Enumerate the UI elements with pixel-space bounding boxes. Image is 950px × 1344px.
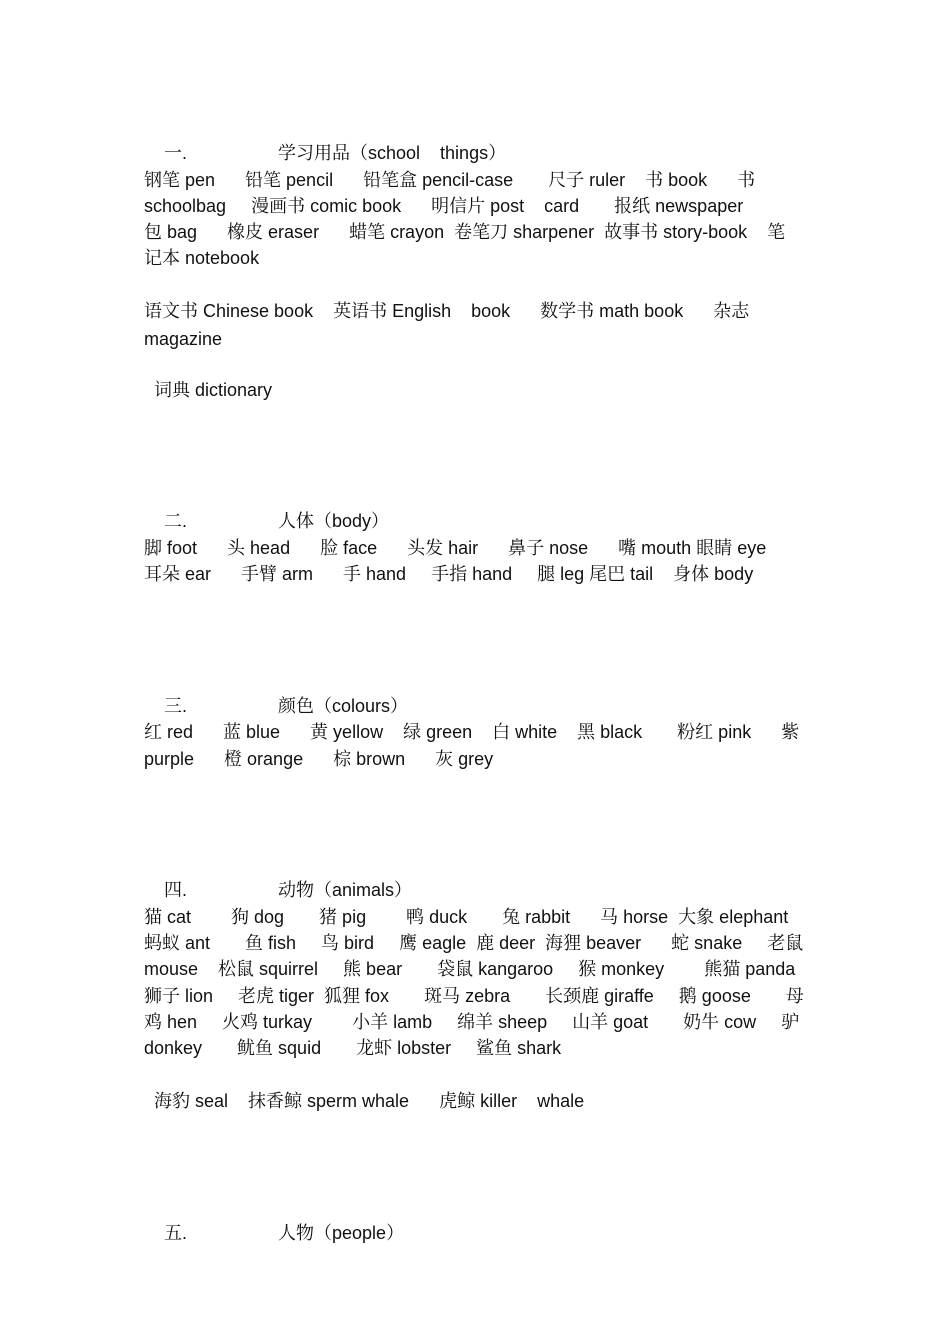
vocab-line: 耳朵 ear 手臂 arm 手 hand 手指 hand 腿 leg 尾巴 tail 身体 body: [144, 564, 754, 584]
section-number: 五.: [164, 1223, 188, 1243]
section-number: 三.: [164, 696, 188, 716]
vocab-line: 语文书 Chinese book 英语书 English book 数学书 math book 杂志: [144, 301, 750, 321]
vocab-line: magazine: [144, 329, 223, 349]
section-number: 二.: [164, 511, 188, 531]
vocab-line: 包 bag 橡皮 eraser 蜡笔 crayon 卷笔刀 sharpener 故事书 story-book 笔: [144, 222, 786, 242]
section-title: 人体（body）: [278, 511, 390, 531]
vocab-line: 狮子 lion 老虎 tiger 狐狸 fox 斑马 zebra 长颈鹿 giraffe 鹅 goose 母: [144, 986, 804, 1006]
section-title: 动物（animals）: [278, 880, 413, 900]
vocab-line: donkey 鱿鱼 squid 龙虾 lobster 鲨鱼 shark: [144, 1038, 562, 1058]
section-title: 人物（people）: [278, 1223, 405, 1243]
vocab-line: 海豹 seal 抹香鲸 sperm whale 虎鲸 killer whale: [144, 1091, 585, 1111]
section-heading-people: [144, 1194, 814, 1272]
vocab-line: 鸡 hen 火鸡 turkay 小羊 lamb 绵羊 sheep 山羊 goat 奶牛 cow 驴: [144, 1012, 800, 1032]
vocab-line: 词典 dictionary: [144, 380, 273, 400]
section-number: 四.: [164, 880, 188, 900]
vocab-line: purple 橙 orange 棕 brown 灰 grey: [144, 749, 494, 769]
vocab-line: 猫 cat 狗 dog 猪 pig 鸭 duck 兔 rabbit 马 horse 大象 elephant: [144, 907, 789, 927]
section-title: 学习用品（school things）: [278, 143, 507, 163]
section-number: 一.: [164, 143, 188, 163]
vocab-line: 蚂蚁 ant 鱼 fish 鸟 bird 鹰 eagle 鹿 deer 海狸 beaver 蛇 snake 老鼠: [144, 933, 804, 953]
vocab-line: schoolbag 漫画书 comic book 明信片 post card 报纸 newspaper: [144, 196, 744, 216]
vocab-line: 钢笔 pen 铅笔 pencil 铅笔盒 pencil-case 尺子 ruler 书 book 书: [144, 170, 756, 190]
vocab-line: 红 red 蓝 blue 黄 yellow 绿 green 白 white 黑 black 粉红 pink 紫: [144, 722, 800, 742]
section-title: 颜色（colours）: [278, 696, 409, 716]
vocab-line: 记本 notebook: [144, 248, 260, 268]
vocab-line: mouse 松鼠 squirrel 熊 bear 袋鼠 kangaroo 猴 monkey 熊猫 panda: [144, 959, 796, 979]
vocab-line: 脚 foot 头 head 脸 face 头发 hair 鼻子 nose 嘴 mouth 眼睛 eye: [144, 538, 767, 558]
